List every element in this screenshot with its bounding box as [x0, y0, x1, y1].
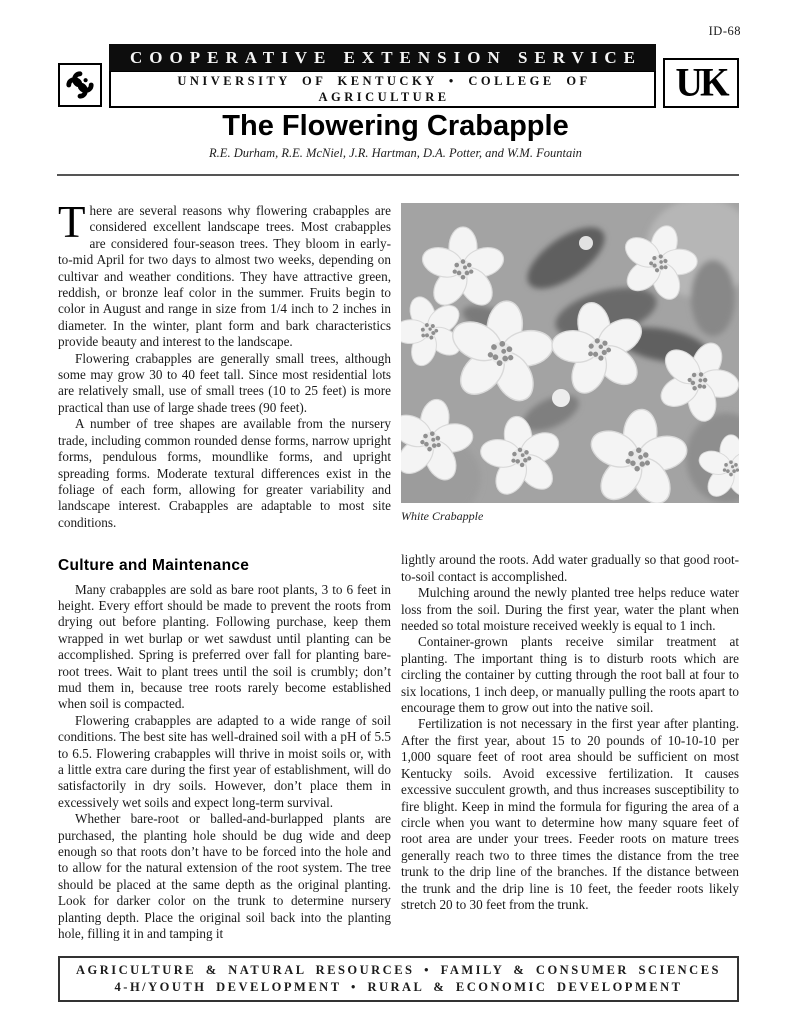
left-column [58, 197, 391, 942]
footer-line-2: 4-H/YOUTH DEVELOPMENT • RURAL & ECONOMIC DEVELOPMENT [114, 979, 683, 994]
photo-caption: White Crabapple [401, 509, 484, 523]
publication-id: ID-68 [708, 24, 741, 38]
two-column-body [58, 197, 739, 942]
page-title: The Flowering Crabapple [222, 110, 569, 142]
culture-paragraph-4: Mulching around the newly planted tree helps reduce water loss from the soil. During the first year, water the plant when needed so total moisture received weekly is equal to 1 inch. [401, 585, 739, 634]
masthead [58, 44, 739, 108]
ces-clover-icon [64, 69, 96, 101]
white-crabapple-photo [401, 203, 739, 503]
footer-program-areas [58, 956, 739, 1002]
ces-logo-box [58, 63, 102, 107]
culture-paragraph-3-continued: lightly around the roots. Add water gradually so that good root-to-soil contact is accomplished. [401, 552, 739, 584]
banner [109, 44, 656, 108]
culture-paragraph-1: Many crabapples are sold as bare root plants, 3 to 6 feet in height. Every effort should be made to prevent the roots from drying out before planting. Following purchase, keep them wrapped in wet burlap or wet sawdust until planting can be accomplished. Spring is preferred over fall for planting bare-root trees. Wait to plant trees until the soil is crumbly; don’t mud them in, because tree roots rarely become established when soil is compacted. [58, 581, 391, 712]
culture-paragraph-3: Whether bare-root or balled-and-burlapped plants are purchased, the planting hole should be dug wide and deep enough so that roots don’t have to be forced into the hole and to allow for the natural extension of the root system. The tree should be placed at the same depth as the original planting. Look for darker color on the trunk to determine nursery planting depth. Place the original soil back into the planting hole, filling it in and tamping it [58, 811, 391, 942]
dropcap-letter: T [58, 197, 86, 247]
footer-line-1: AGRICULTURE & NATURAL RESOURCES • FAMILY & CONSUMER SCIENCES [75, 963, 721, 977]
uk-logo [663, 58, 739, 108]
banner-subtitle: UNIVERSITY OF KENTUCKY • COLLEGE OF AGRICULTURE [109, 71, 656, 108]
uk-logo-letters: UK [675, 60, 727, 106]
photo-figure [401, 203, 739, 524]
culture-paragraph-6: Fertilization is not necessary in the first year after planting. After the first year, about 15 to 20 pounds of 10-10-10 per 1,000 square feet of root area should be sufficient on most Kentucky soils. Avoid excessive fertilization. It causes excessive succulent growth, and thus increases susceptibility to fire blight. Keep in mind the formula for figuring the area of a circle when you want to determine how many square feet of root area are under your trees. Feeder roots on mature trees generally reach two to three times the distance from the tree trunk to the drip line of the branches. If the distance between the trunk and the drip line is 10 feet, the feeder roots likely stretch 20 to 30 feet from the trunk. [401, 716, 739, 912]
intro-paragraph-1-text: here are several reasons why flowering crabapples are considered excellent landscape trees. Most crabapples are considered four-season trees. They bloom in early-to-mid April for two days to almost two weeks, depending on cultivar and weather conditions. They have attractive green, reddish, or bronze leaf color in the summer. Fruits begin to color in August and range in size from 1/4 inch to 2 inches in diameter. In the winter, plant form and bark characteristics provide beauty and interest to the landscape. [58, 203, 391, 350]
intro-paragraph-2: Flowering crabapples are generally small trees, although some may grow 30 to 40 feet tall. Since most residential lots are relatively small, use of small trees (10 to 25 feet) is more practical than use of large shade trees (90 feet). [58, 350, 391, 415]
authors-line: R.E. Durham, R.E. McNiel, J.R. Hartman, D.A. Potter, and W.M. Fountain [209, 146, 582, 160]
culture-paragraph-2: Flowering crabapples are adapted to a wide range of soil conditions. The best site has well-drained soil with a pH of 5.5 to 6.5. Flowering crabapples will thrive in moist soils or, with a little extra care during the first year of establishment, will do satisfactorily in dry soils. However, don’t place them in excessively wet soils and expect long-term survival. [58, 712, 391, 810]
banner-title: COOPERATIVE EXTENSION SERVICE [109, 44, 656, 71]
right-column [401, 203, 739, 942]
title-rule [57, 174, 739, 176]
intro-paragraph-3: A number of tree shapes are available from the nursery trade, including common rounded dense forms, narrow upright forms, pendulous forms, moundlike forms, and upright spreading forms. Moderate textural differences exist in the foliage of each form, allowing for greater variability and landscape interest. Crabapples are adaptable to most site conditions. [58, 416, 391, 530]
intro-paragraph-1 [58, 197, 391, 351]
culture-paragraph-5: Container-grown plants receive similar treatment at planting. The important thing is to disturb roots which are circling the container by cutting through the root ball at four to six locations, 1 inch deep, or manually pulling the roots apart to encourage them to grow out into the native soil. [401, 634, 739, 716]
section-heading-culture: Culture and Maintenance [58, 557, 250, 575]
